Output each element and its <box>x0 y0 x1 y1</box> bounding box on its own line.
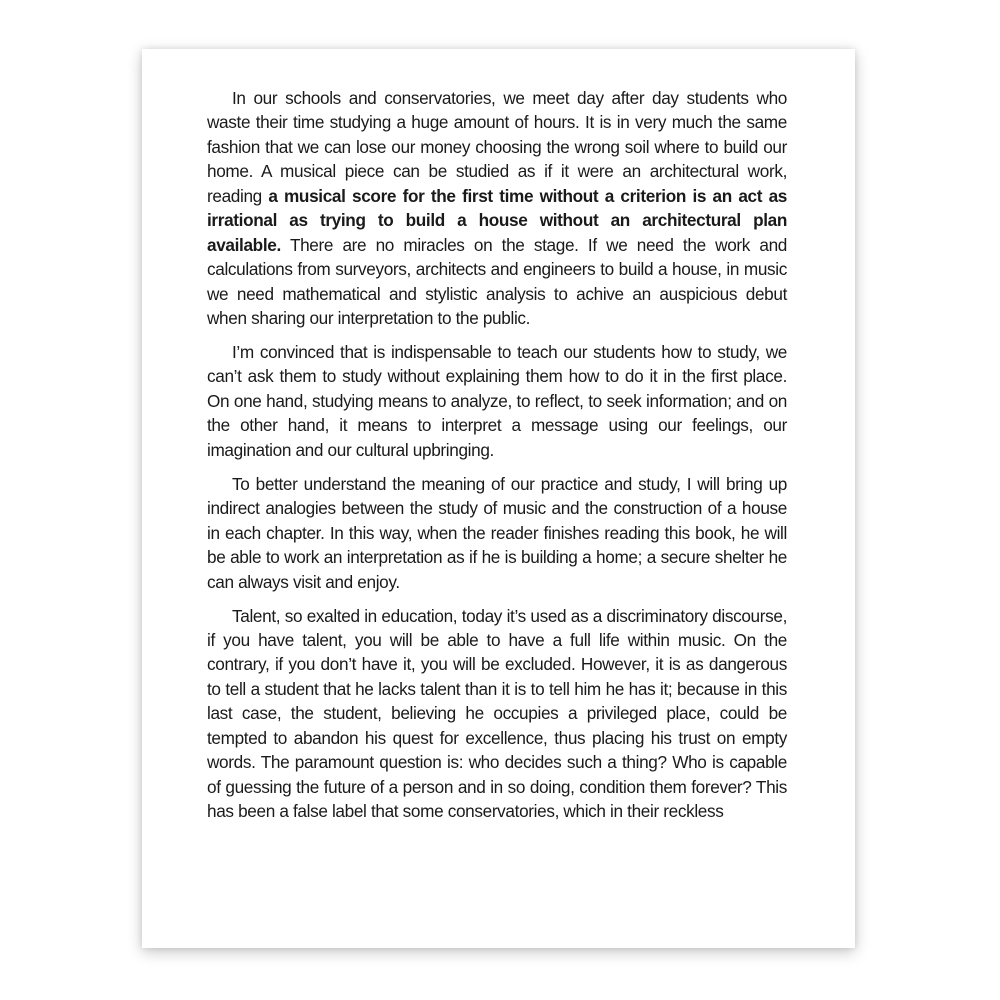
paragraph-3: To better understand the meaning of our practice and study, I will bring up indirect analogies between the study of music and the construction of a house in each chapter. In this way, when the reader finishes reading this book, he will be able to work an interpretation as if he is building a home; a secure shelter he can always visit and enjoy. <box>207 473 787 592</box>
paragraph-1-text: In our schools and conservatories, we meet day after day students who waste their time studying a huge amount of hours. It is in very much the same fashion that we can lose our money choosing the wrong soil where to build our home. A musical piece can be studied as if it were an architectural work, reading <box>207 88 787 206</box>
paragraph-1-bold-text: a musical score for the first time without a criterion is an act as irrational as trying to build a house without an architectural plan available. <box>207 185 788 255</box>
paragraph-1-text-end: There are no miracles on the stage. If we need the work and calculations from surveyors, architects and engineers to build a house, in music we need mathematical and stylistic analysis to achive an auspicious debut when sharing our interpretation to the public. <box>207 234 787 329</box>
paragraph-4: Talent, so exalted in education, today it’s used as a discriminatory discourse, if you have talent, you will be able to have a full life within music. On the contrary, if you don’t have it, you will be excluded. However, it is as dangerous to tell a student that he lacks talent than it is to tell him he has it; because in this last case, the student, believing he occupies a privileged place, could be tempted to abandon his quest for excellence, thus placing his trust on empty words. The paramount question is: who decides such a thing? Who is capable of guessing the future of a person and in so doing, condition them forever? This has been a false label that some conservatories, which in their reckless <box>207 605 787 822</box>
paragraph-2: I’m convinced that is indispensable to teach our students how to study, we can’t ask them to study without explaining them how to do it in the first place. On one hand, studying means to analyze, to reflect, to seek information; and on the other hand, it means to interpret a message using our feelings, our imagination and our cultural upbringing. <box>207 342 787 460</box>
document-page <box>142 49 855 948</box>
paragraph-1 <box>207 86 787 331</box>
body-text <box>207 86 787 833</box>
